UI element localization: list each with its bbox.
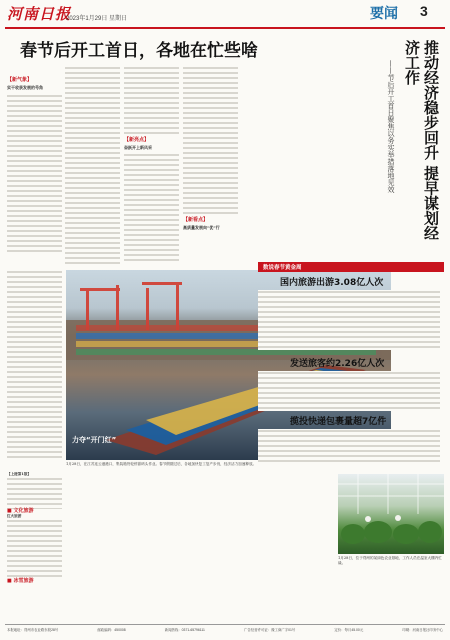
- stat-text-2: [258, 371, 440, 411]
- side-headline-subtitle: ——节后开工首日聚焦以务实举措落地见效: [387, 60, 395, 193]
- issue-date: 2023年1月29日 星期日: [66, 16, 128, 22]
- footer-hotline: 新闻热线：0371-65796111: [164, 628, 205, 632]
- footer-ad-license: 广告经营许可证：豫工商广字01号: [244, 628, 296, 632]
- subhead-3: 【新看点】: [183, 217, 209, 223]
- subhead-2-title: 奋跃开上新风采: [124, 145, 152, 151]
- port-photo-label: 力夺“开门红”: [72, 436, 117, 444]
- subhead-2: 【新亮点】: [124, 137, 150, 143]
- subhead-3-title: 高质量发展向“优”行: [183, 225, 220, 231]
- footer-rule: [5, 624, 445, 625]
- footer-address: 本报地址：郑州市农业路东段28号: [7, 628, 59, 632]
- bottom-left-column: [7, 472, 62, 622]
- masthead-rule: [5, 27, 445, 29]
- side-subtitle-wrap: [386, 60, 398, 250]
- spring-festival-bar: 数说春节黄金周: [258, 262, 444, 272]
- newspaper-logo: 河南日报: [7, 5, 72, 23]
- lead-column-1: [7, 66, 62, 266]
- tourism-subtitle: 红火旅游: [7, 514, 22, 519]
- stat-headline-1: 国内旅游出游3.08亿人次: [280, 278, 384, 288]
- port-photo-caption: 1月28日，在江苏连云港港口，集装箱货轮停靠码头作业。春节假期过后，各地加快复工复产步伐，经济活力加速释放。: [66, 462, 257, 466]
- footer-printer: 印刷：河南日报社印务中心: [402, 628, 443, 632]
- stat-text-1: [258, 290, 440, 350]
- continued-label: 【上接第1版】: [7, 472, 32, 476]
- side-headline: 推动经济稳步回升 提早谋划经济工作: [403, 40, 440, 241]
- side-article-text: [258, 36, 384, 258]
- footer-postcode: 邮政编码：450008: [97, 628, 126, 632]
- subhead-1: 【新气象】: [7, 77, 33, 83]
- stat-headline-3: 揽投快递包裹量超7亿件: [290, 417, 387, 427]
- footer: [7, 627, 443, 632]
- lead-column-2: [65, 66, 120, 266]
- lead-column-1-lower: [7, 270, 62, 460]
- side-headline-block: [402, 40, 444, 250]
- culture-tourism-label: ■ 文化旅游: [7, 508, 34, 515]
- greenhouse-caption: 1月28日，位于郑州的某绿色农业基地，工作人员在温室大棚内忙碌。: [338, 556, 442, 565]
- page-number: 3: [420, 3, 428, 19]
- lead-headline: 春节后开工首日，各地在忙些啥: [20, 41, 258, 61]
- lead-column-3: [124, 66, 179, 266]
- greenhouse-photo: [338, 474, 444, 554]
- stat-headline-2: 发送旅客约2.26亿人次: [290, 359, 385, 369]
- lead-column-4: [183, 66, 238, 266]
- footer-price: 定价：每月45.00元: [334, 628, 364, 632]
- stat-text-3: [258, 429, 440, 464]
- section-name: 要闻: [370, 6, 398, 22]
- subhead-1-title: 实干收获发展的号角: [7, 85, 43, 91]
- ice-snow-label: ■ 冰雪旅游: [7, 578, 34, 585]
